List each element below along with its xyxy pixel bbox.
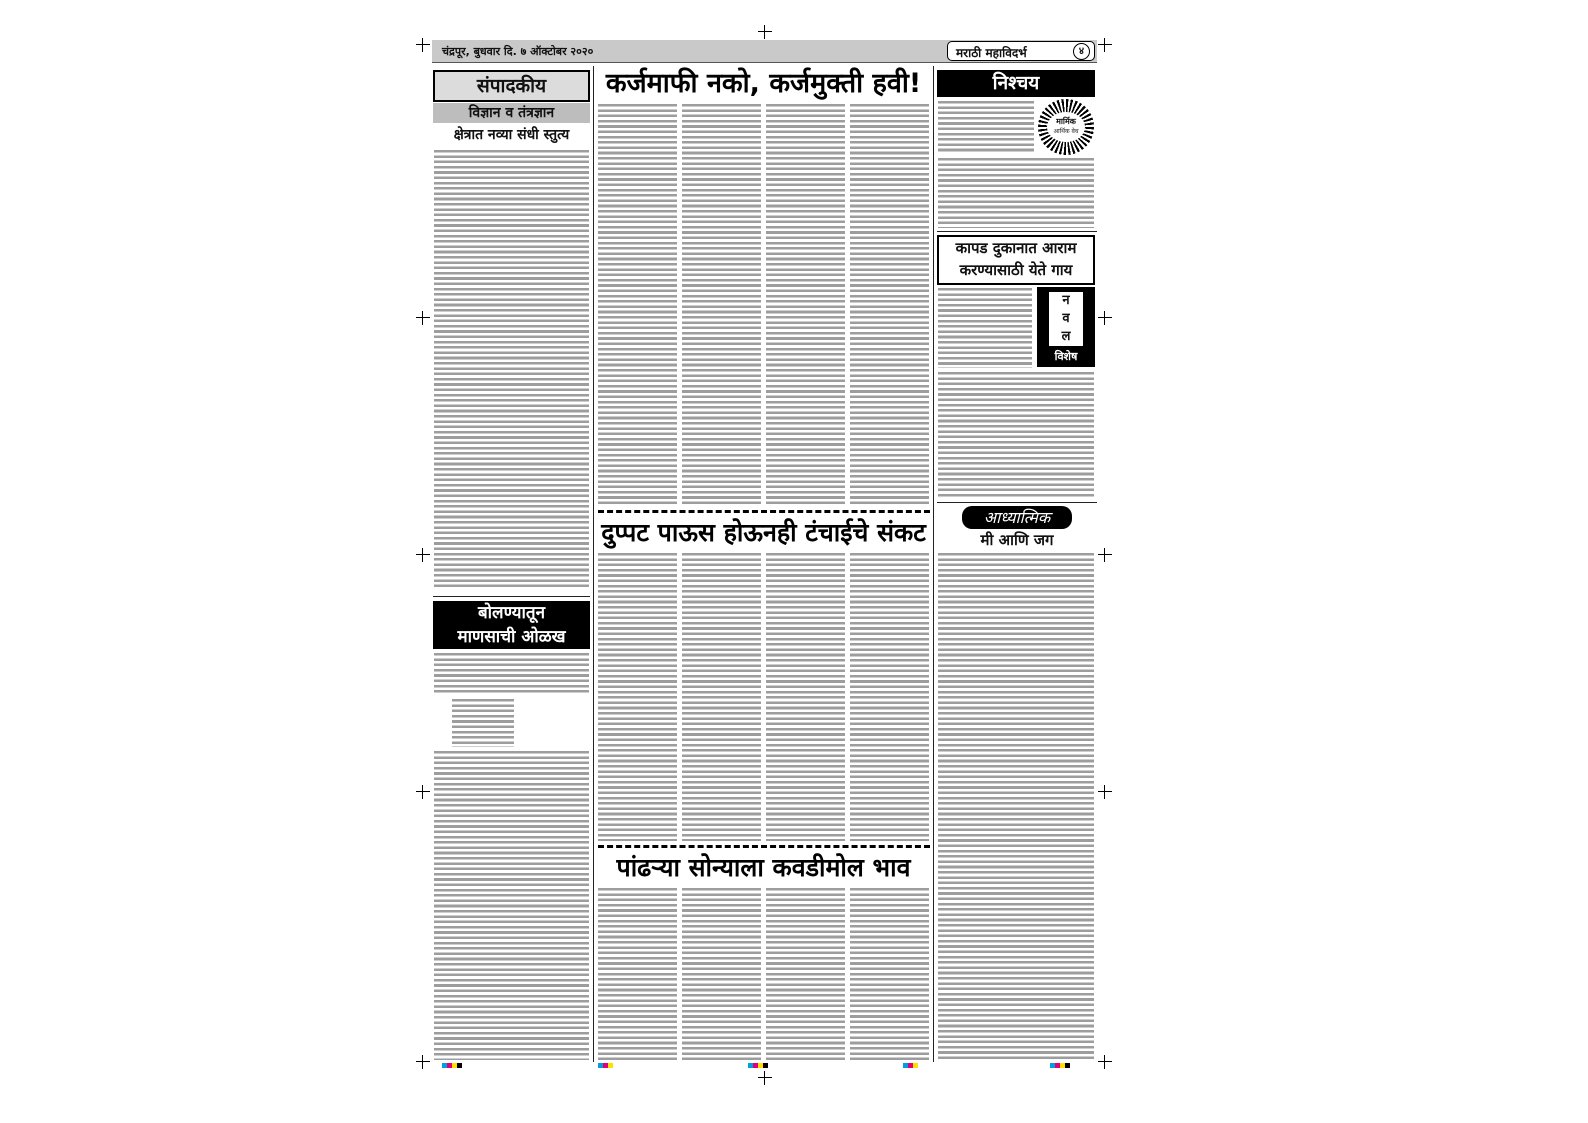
cotton-story-body-column xyxy=(850,888,929,1060)
speech-article-body-text xyxy=(434,751,589,1060)
logo-caption: विशेष xyxy=(1054,350,1078,363)
spiritual-article-title: मी आणि जग xyxy=(980,531,1054,549)
nishchay-body-text xyxy=(938,101,1034,154)
spiritual-section-title: आध्यात्मिक xyxy=(962,506,1072,529)
nishchay-section-title: निश्चय xyxy=(937,70,1095,97)
rain-story-body-column xyxy=(598,553,677,841)
rain-story-body-column xyxy=(682,553,761,841)
registration-mark xyxy=(758,1071,772,1085)
registration-mark xyxy=(1098,38,1112,52)
lead-story-body-column xyxy=(598,104,677,506)
cotton-story-body-column xyxy=(598,888,677,1060)
paper-name: मराठी महाविदर्भ xyxy=(956,46,1027,60)
column-rule xyxy=(933,66,934,1062)
lead-story-body-column xyxy=(766,104,845,506)
editorial-headline-line2: क्षेत्रात नव्या संधी स्तुत्य xyxy=(453,127,570,143)
page-number: ४ xyxy=(1073,43,1090,60)
rain-story-headline: दुप्पट पाऊस होऊनही टंचाईचे संकट xyxy=(601,518,926,547)
sunburst-logo xyxy=(1038,99,1094,155)
rain-story-body-column xyxy=(766,553,845,841)
registration-mark xyxy=(416,785,430,799)
lead-story-headline: कर्जमाफी नको, कर्जमुक्ती हवी! xyxy=(605,68,922,99)
color-control-chip xyxy=(913,1063,918,1068)
color-control-chip xyxy=(763,1063,768,1068)
cow-story-headline-line2: करण्यासाठी येते गाय xyxy=(959,261,1073,279)
section-divider xyxy=(937,231,1097,232)
naval-letters-box xyxy=(1049,292,1083,346)
section-divider xyxy=(937,502,1097,503)
nishchay-body-text xyxy=(938,158,1094,228)
logo-title: मार्मिक xyxy=(1056,117,1076,126)
speech-article-body-text xyxy=(434,653,589,695)
logo-subtitle: आर्थिक वेध xyxy=(1053,128,1079,135)
registration-mark xyxy=(416,548,430,562)
dashed-divider xyxy=(598,845,930,848)
naval-vishesh-logo xyxy=(1037,287,1095,367)
registration-mark xyxy=(1098,548,1112,562)
registration-mark xyxy=(758,25,772,39)
registration-mark xyxy=(416,311,430,325)
cotton-story-body-column xyxy=(682,888,761,1060)
lead-story-body-column xyxy=(682,104,761,506)
editorial-headline-line1: विज्ञान व तंत्रज्ञान xyxy=(433,103,590,123)
color-control-chip xyxy=(457,1063,462,1068)
cotton-story-headline: पांढऱ्या सोन्याला कवडीमोल भाव xyxy=(616,853,911,882)
registration-mark xyxy=(416,38,430,52)
registration-mark xyxy=(416,1055,430,1069)
dateline: चंद्रपूर, बुधवार दि. ७ ऑक्टोबर २०२० xyxy=(442,45,594,58)
editorial-section-title: संपादकीय xyxy=(433,70,590,102)
masthead-logo xyxy=(947,41,1095,61)
color-control-chip xyxy=(608,1063,613,1068)
speech-article-verse-text xyxy=(452,699,514,747)
logo-letter: व xyxy=(1062,311,1070,326)
speech-article-headline-line2: माणसाची ओळख xyxy=(433,625,590,649)
page-header-bar xyxy=(432,40,1097,63)
cow-story-headline-line1: कापड दुकानात आराम xyxy=(955,239,1077,257)
rain-story-body-column xyxy=(850,553,929,841)
color-control-chip xyxy=(1065,1063,1070,1068)
logo-letter: ल xyxy=(1061,329,1071,344)
cow-story-body-text xyxy=(938,288,1032,368)
registration-mark xyxy=(1098,311,1112,325)
column-rule xyxy=(593,66,594,1062)
cotton-story-body-column xyxy=(766,888,845,1060)
sunburst-logo-label xyxy=(1047,112,1085,142)
registration-mark xyxy=(1098,1055,1112,1069)
lead-story-body-column xyxy=(850,104,929,506)
section-divider xyxy=(433,596,590,597)
registration-mark xyxy=(1098,785,1112,799)
dashed-divider xyxy=(598,510,930,513)
logo-letter: न xyxy=(1062,293,1070,308)
spiritual-body-text xyxy=(938,553,1094,1060)
editorial-body-text xyxy=(434,150,589,590)
cow-story-body-text xyxy=(938,372,1094,498)
cow-story-headline-box xyxy=(937,235,1095,285)
speech-article-headline-line1: बोलण्यातून xyxy=(433,601,590,625)
